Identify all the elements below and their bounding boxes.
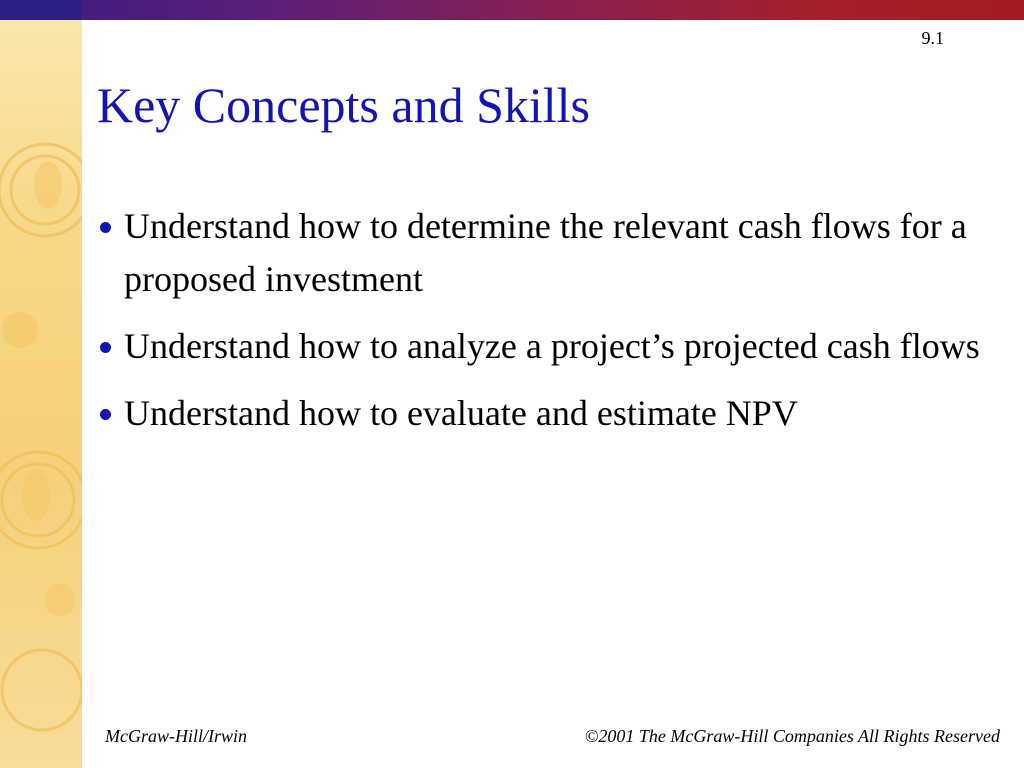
top-header-bar [0,0,1024,20]
coin-pattern-icon [0,0,82,768]
footer-publisher: McGraw-Hill/Irwin [105,726,247,746]
footer-copyright: ©2001 The McGraw-Hill Companies All Rights Reserved [584,726,1000,746]
bullet-item [97,387,997,440]
corner-block [0,0,82,20]
bullet-text: Understand how to analyze a project’s projected cash flows [124,326,980,366]
bullet-item [97,320,997,373]
decorative-side-strip [0,0,82,768]
bullet-list [97,200,997,454]
bullet-dot-icon [100,222,111,233]
slide-number: 9.1 [921,28,944,48]
bullet-text: Understand how to evaluate and estimate NPV [124,393,798,433]
bullet-dot-icon [100,342,111,353]
bullet-item [97,200,997,306]
slide-title: Key Concepts and Skills [97,77,591,133]
bullet-dot-icon [100,409,111,420]
bullet-text: Understand how to determine the relevant cash flows for a proposed investment [124,206,967,299]
